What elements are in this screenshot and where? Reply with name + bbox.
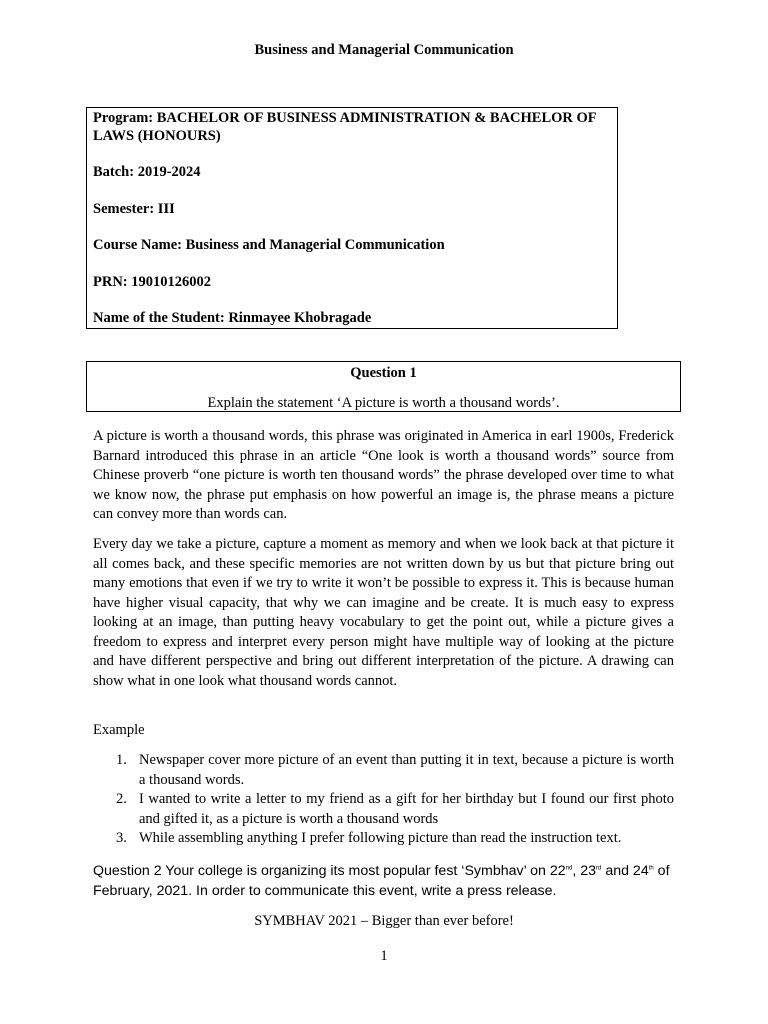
answer-paragraph-2: Every day we take a picture, capture a moment as memory and when we look back at that picture it all comes back, and these specific memories are not written down by us but that picture bring out many emotions that even if we try to write it won’t be possible to express it. This is because human have higher visual capacity, that why we can imagine and be create. It is much easy to express looking at an image, than putting heavy vocabulary to get the point out, while a picture gives a freedom to express and interpret every person might have multiple way of looking at the picture and have different perspective and bring out different interpretation of the picture. A drawing can show what in one look what thousand words cannot. (93, 536, 674, 689)
list-item-text: While assembling anything I prefer following picture than read the instruction text. (139, 830, 622, 846)
ordinal-suffix: rd (596, 865, 602, 872)
list-item (93, 829, 674, 849)
example-list (93, 751, 674, 849)
page-number: 1 (380, 948, 388, 964)
course-name-line: Course Name: Business and Managerial Communication (93, 237, 445, 253)
question-2-part-2: , 23 (572, 863, 597, 879)
answer-paragraph-1: A picture is worth a thousand words, this phrase was originated in America in earl 1900s, Frederick Barnard introduced this phrase in an article “One look is worth a thousand words” source from Chinese proverb “one picture is worth ten thousand words” the phrase developed over time to what we know now, the phrase put emphasis on how powerful an image is, the phrase means a picture can convey more than words can. (93, 428, 674, 522)
question-1-title: Question 1 (350, 365, 417, 381)
question-1-box (86, 361, 681, 412)
list-item (93, 790, 674, 829)
press-release-title: SYMBHAV 2021 – Bigger than ever before! (254, 913, 514, 929)
list-item-text: Newspaper cover more picture of an event than putting it in text, because a picture is worth a thousand words. (139, 752, 674, 788)
semester-line: Semester: III (93, 200, 175, 217)
question-1-text: Explain the statement ‘A picture is worth a thousand words’. (207, 395, 560, 411)
list-item-text: I wanted to write a letter to my friend as a gift for her birthday but I found our first photo and gifted it, as a picture is worth a thousand words (139, 791, 674, 827)
batch-line: Batch: 2019-2024 (93, 164, 201, 180)
page-header-title: Business and Managerial Communication (254, 42, 514, 58)
list-item (93, 751, 674, 790)
question-2-part-3: and 24 (601, 863, 649, 879)
prn-line: PRN: 19010126002 (93, 273, 212, 290)
list-item-number: 1. (116, 752, 127, 768)
student-name-line: Name of the Student: Rinmayee Khobragade (93, 310, 372, 326)
question-2-text (93, 861, 683, 901)
list-item-number: 3. (116, 830, 127, 846)
student-info-box (86, 107, 618, 329)
list-item-number: 2. (116, 791, 127, 807)
ordinal-suffix: nd (565, 865, 573, 872)
program-line: Program: BACHELOR OF BUSINESS ADMINISTRATION & BACHELOR OF LAWS (HONOURS) (93, 110, 597, 144)
ordinal-suffix: th (648, 865, 654, 872)
question-2-part-4: of February, 2021. In order to communicate this event, write a press release. (93, 863, 670, 899)
example-label: Example (93, 722, 145, 738)
question-2-part-1: Question 2 Your college is organizing its most popular fest ‘Symbhav’ on 22 (93, 863, 566, 879)
